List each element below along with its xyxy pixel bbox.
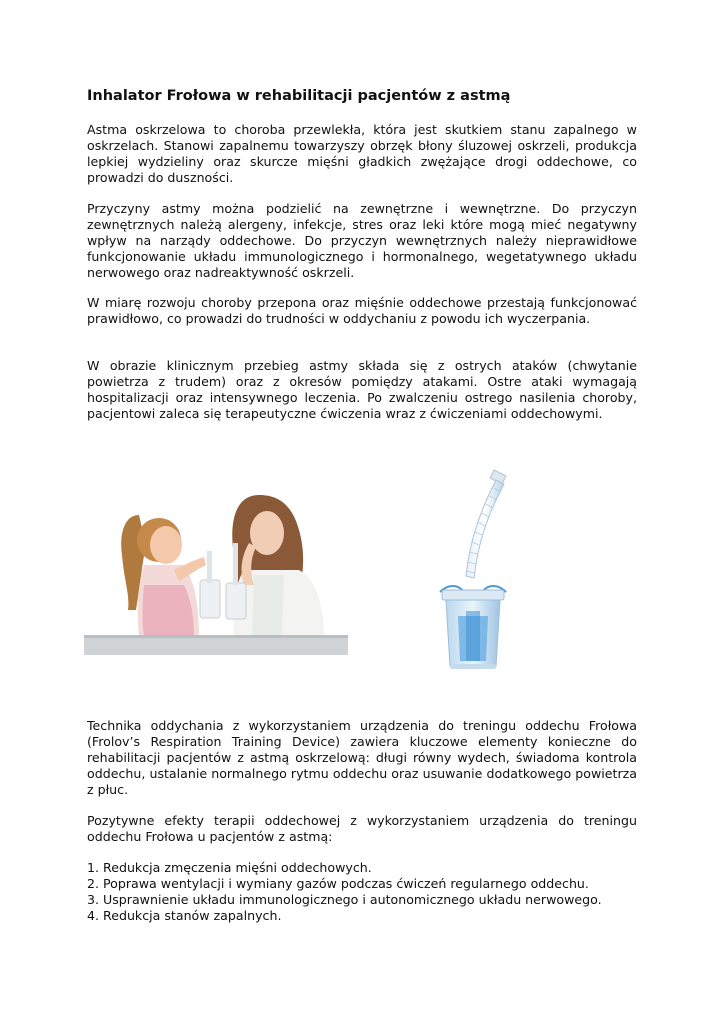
document-title: Inhalator Frołowa w rehabilitacji pacjentów z astmą bbox=[87, 88, 511, 104]
list-item: 2. Poprawa wentylacji i wymiany gazów podczas ćwiczeń regularnego oddechu. bbox=[87, 876, 589, 891]
list-item: 3. Usprawnienie układu immunologicznego i autonomicznego układu nerwowego. bbox=[87, 892, 602, 907]
paragraph-clinical-picture: W obrazie klinicznym przebieg astmy składa się z ostrych ataków (chwytanie powietrza z trudem) oraz z okresów pomiędzy atakami. Ostre ataki wymagają hospitalizacji oraz intensywnego leczenia. Po zwalczeniu ostrego nasilenia choroby, pacjentowi zaleca się terapeutyczne ćwiczenia wraz z ćwiczeniami oddechowymi. bbox=[87, 358, 637, 421]
list-item: 1. Redukcja zmęczenia mięśni oddechowych. bbox=[87, 860, 372, 875]
paragraph-asthma-definition: Astma oskrzelowa to choroba przewlekła, która jest skutkiem stanu zapalnego w oskrzelach. Stanowi zapalnemu towarzyszy obrzęk błony śluzowej oskrzeli, produkcja lepkiej wydzieliny oraz skurcze mięśni gładkich zwężające drogi oddechowe, co prowadzi do duszności. bbox=[87, 122, 637, 185]
paragraph-breathing-technique: Technika oddychania z wykorzystaniem urządzenia do treningu oddechu Frołowa (Frolov’s Respiration Training Device) zawiera kluczowe elementy konieczne do rehabilitacji pacjentów z astmą oskrzelową: długi równy wydech, świadoma kontrola oddechu, ustalanie normalnego rytmu oddechu oraz usuwanie dodatkowego powietrza z płuc. bbox=[87, 718, 637, 797]
list-item: 4. Redukcja stanów zapalnych. bbox=[87, 908, 282, 923]
paragraph-positive-effects-intro: Pozytywne efekty terapii oddechowej z wykorzystaniem urządzenia do treningu oddechu Frołowa u pacjentów z astmą: bbox=[87, 813, 637, 844]
paragraph-asthma-causes: Przyczyny astmy można podzielić na zewnętrzne i wewnętrzne. Do przyczyn zewnętrznych należą alergeny, infekcje, stres oraz leki które mogą mieć negatywny wpływ na narządy oddechowe. Do przyczyn wewnętrznych należy nieprawidłowe funkcjonowanie układu immunologicznego i hormonalnego, wegetatywnego układu nerwowego oraz nadreaktywność oskrzeli. bbox=[87, 201, 637, 280]
frolov-device-image bbox=[428, 466, 518, 671]
paragraph-disease-progression: W miarę rozwoju choroby przepona oraz mięśnie oddechowe przestają funkcjonować prawidłowo, co prowadzi do trudności w oddychaniu z powodu ich wyczerpania. bbox=[87, 295, 637, 326]
effects-list bbox=[87, 860, 647, 924]
mother-child-inhaler-photo bbox=[84, 485, 348, 655]
